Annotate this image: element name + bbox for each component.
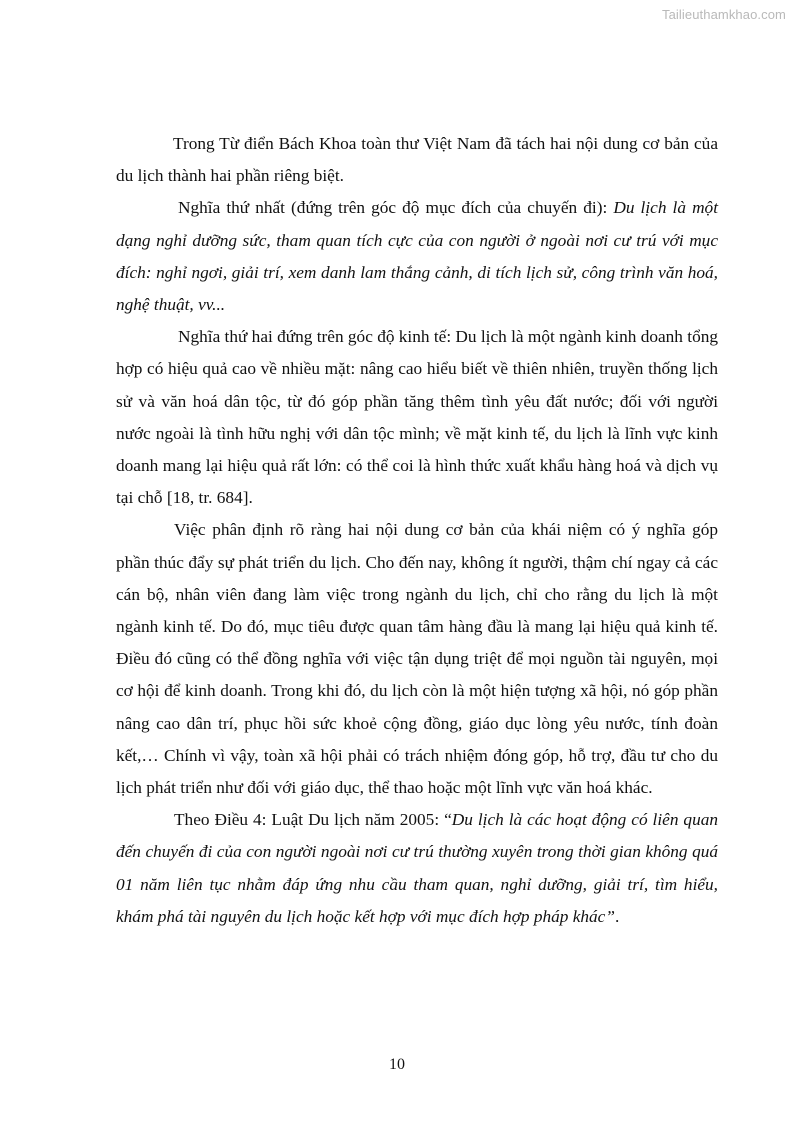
paragraph-1	[116, 128, 718, 192]
paragraph-2-italic-definition: Du lịch là một dạng nghỉ dưỡng sức, tham quan tích cực của con người ở ngoài nơi cư trú với mục đích: nghỉ ngơi, giải trí, xem danh lam thắng cảnh, di tích lịch sử, công trình văn hoá, nghệ thuật, vv...	[116, 198, 718, 315]
paragraph-3	[116, 321, 718, 514]
paragraph-5-tail: .	[614, 906, 620, 926]
paragraph-1-text: Trong Từ điển Bách Khoa toàn thư Việt Nam đã tách hai nội dung cơ bản của du lịch thành hai phần riêng biệt.	[116, 134, 718, 186]
paragraph-5-italic-quote: Du lịch là các hoạt động có liên quan đến chuyến đi của con người ngoài nơi cư trú thường xuyên trong thời gian không quá 01 năm liên tục nhằm đáp ứng nhu cầu tham quan, nghỉ dưỡng, giải trí, tìm hiểu, khám phá tài nguyên du lịch hoặc kết hợp với mục đích hợp pháp khác”	[116, 810, 718, 926]
watermark: Tailieuthamkhao.com	[661, 7, 786, 22]
paragraph-4	[116, 514, 718, 804]
paragraph-4-text: Việc phân định rõ ràng hai nội dung cơ bản của khái niệm có ý nghĩa góp phần thúc đẩy sự phát triển du lịch. Cho đến nay, không ít người, thậm chí ngay cả các cán bộ, nhân viên đang làm việc trong ngành du lịch, chỉ cho rằng du lịch là một ngành kinh tế. Do đó, mục tiêu được quan tâm hàng đầu là mang lại hiệu quả kinh tế. Điều đó cũng có thể đồng nghĩa với việc tận dụng triệt để mọi nguồn tài nguyên, mọi cơ hội để kinh doanh. Trong khi đó, du lịch còn là một hiện tượng xã hội, nó góp phần nâng cao dân trí, phục hồi sức khoẻ cộng đồng, giáo dục lòng yêu nước, tính đoàn kết,… Chính vì vậy, toàn xã hội phải có trách nhiệm đóng góp, hỗ trợ, đầu tư cho du lịch phát triển như đối với giáo dục, thể thao hoặc một lĩnh vực văn hoá khác.	[116, 520, 718, 798]
paragraph-5	[116, 804, 718, 933]
paragraph-3-text: Nghĩa thứ hai đứng trên góc độ kinh tế: Du lịch là một ngành kinh doanh tổng hợp có hiệu quả cao về nhiều mặt: nâng cao hiểu biết về thiên nhiên, truyền thống lịch sử và văn hoá dân tộc, từ đó góp phần tăng thêm tình yêu đất nước; đối với người nước ngoài là tình hữu nghị với dân tộc mình; về mặt kinh tế, du lịch là lĩnh vực kinh doanh mang lại hiệu quả rất lớn: có thể coi là hình thức xuất khẩu hàng hoá và dịch vụ tại chỗ [18, tr. 684].	[116, 327, 718, 508]
paragraph-5-text: Theo Điều 4: Luật Du lịch năm 2005: “	[174, 810, 452, 830]
page-number: 10	[389, 1056, 405, 1073]
paragraph-2	[116, 192, 718, 321]
paragraph-2-text: Nghĩa thứ nhất (đứng trên góc độ mục đích của chuyến đi):	[178, 198, 614, 218]
document-body	[116, 128, 718, 933]
